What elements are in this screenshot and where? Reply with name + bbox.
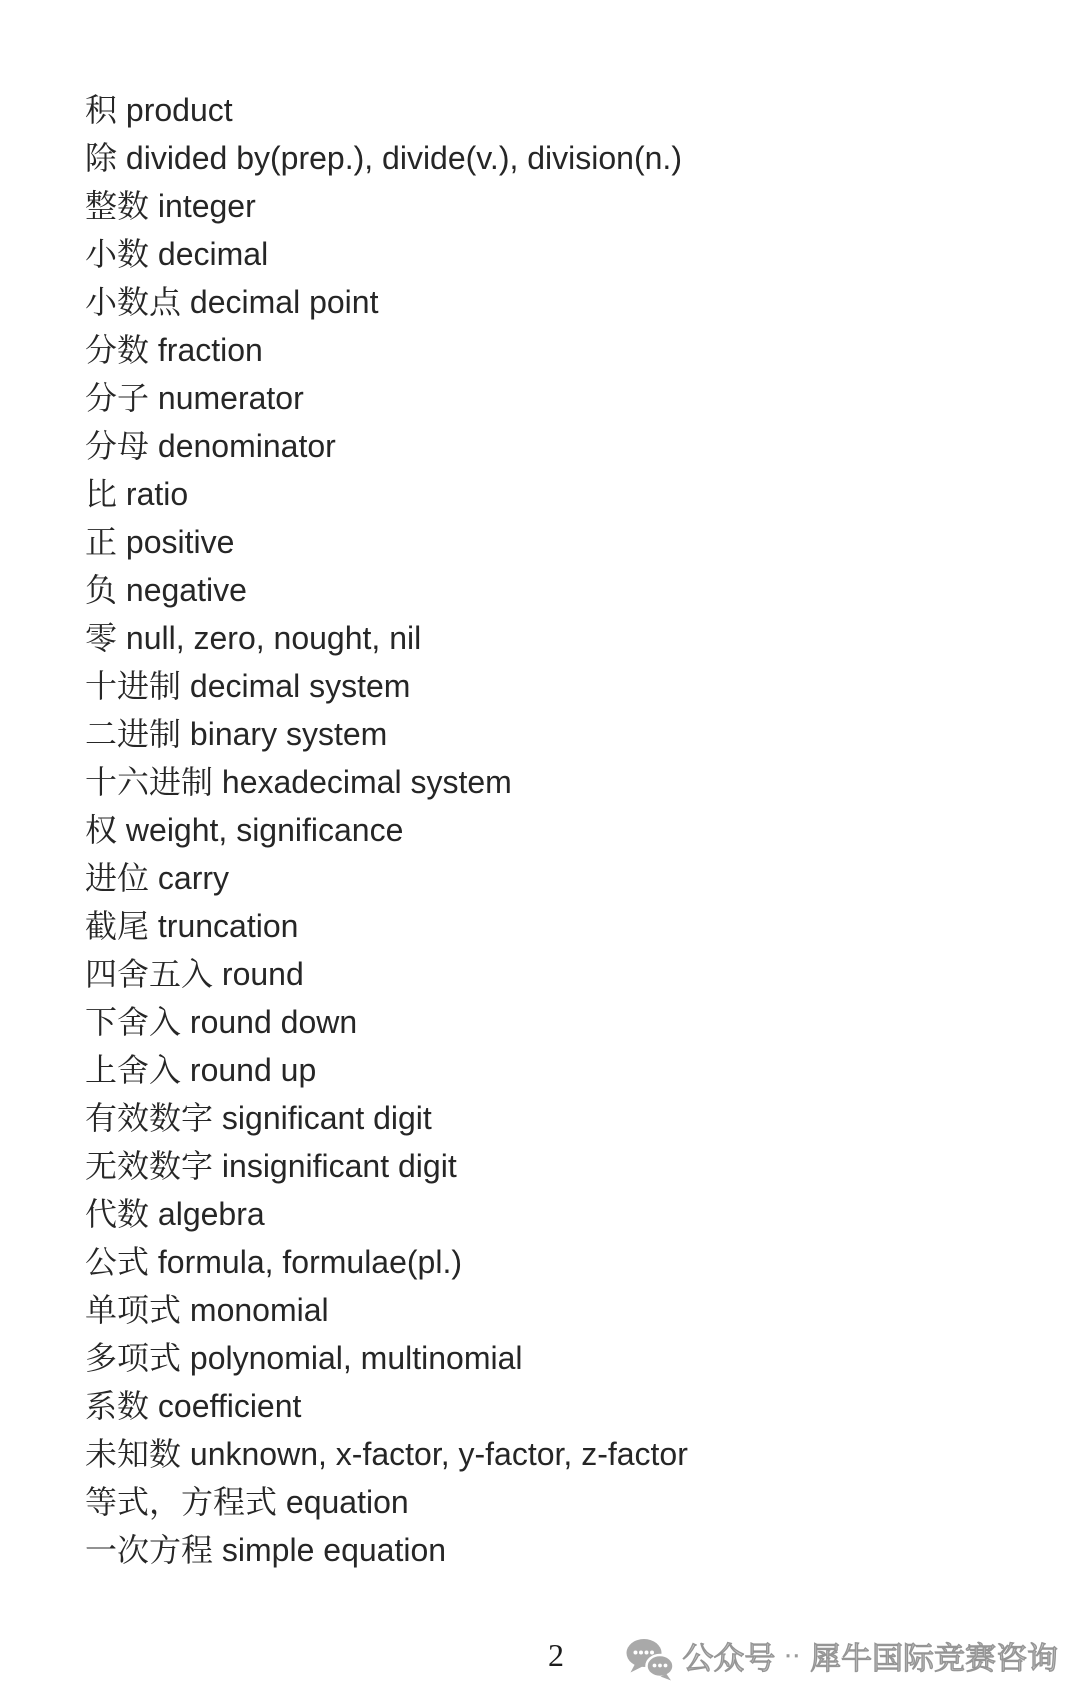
term-zh: 系数	[85, 1388, 150, 1424]
term-en: simple equation	[221, 1532, 447, 1568]
term-zh: 分母	[85, 428, 150, 464]
term-zh: 二进制	[85, 716, 182, 752]
term-zh: 十进制	[85, 668, 182, 704]
term-en: decimal	[157, 236, 269, 272]
term-zh: 零	[85, 620, 118, 656]
term-zh: 代数	[85, 1196, 150, 1232]
list-item	[85, 710, 688, 758]
term-en: decimal system	[189, 668, 411, 704]
list-item	[85, 1382, 688, 1430]
vocabulary-list	[85, 86, 688, 1574]
term-zh: 小数点	[85, 284, 182, 320]
list-item	[85, 758, 688, 806]
term-en: monomial	[189, 1292, 329, 1328]
term-zh: 比	[85, 476, 118, 512]
term-zh: 积	[85, 92, 118, 128]
term-en: carry	[157, 860, 230, 896]
term-en: binary system	[189, 716, 388, 752]
page-number: 2	[548, 1637, 564, 1673]
term-zh: 公式	[85, 1244, 150, 1280]
term-en: unknown, x-factor, y-factor, z-factor	[189, 1436, 688, 1472]
list-item	[85, 902, 688, 950]
list-item	[85, 854, 688, 902]
term-zh: 分子	[85, 380, 150, 416]
term-en: fraction	[157, 332, 263, 368]
term-en: coefficient	[157, 1388, 302, 1424]
term-en: decimal point	[189, 284, 379, 320]
list-item	[85, 950, 688, 998]
term-zh: 小数	[85, 236, 150, 272]
term-en: truncation	[157, 908, 299, 944]
term-zh: 有效数字	[85, 1100, 214, 1136]
list-item	[85, 1046, 688, 1094]
term-en: algebra	[157, 1196, 265, 1232]
list-item	[85, 518, 688, 566]
watermark-name: 犀牛国际竞赛咨询	[810, 1641, 1058, 1676]
term-en: equation	[285, 1484, 409, 1520]
term-en: integer	[157, 188, 256, 224]
list-item	[85, 1094, 688, 1142]
term-en: weight, significance	[125, 812, 404, 848]
term-zh: 十六进制	[85, 764, 214, 800]
list-item	[85, 1526, 688, 1574]
list-item	[85, 374, 688, 422]
term-en: divided by(prep.), divide(v.), division(n.)	[125, 140, 682, 176]
term-en: product	[125, 92, 233, 128]
term-zh: 进位	[85, 860, 150, 896]
list-item	[85, 1430, 688, 1478]
list-item	[85, 806, 688, 854]
list-item	[85, 134, 688, 182]
watermark-prefix: 公众号	[682, 1641, 776, 1676]
term-zh: 负	[85, 572, 118, 608]
list-item	[85, 614, 688, 662]
list-item	[85, 182, 688, 230]
list-item	[85, 998, 688, 1046]
watermark	[625, 1636, 1058, 1682]
term-en: polynomial, multinomial	[189, 1340, 523, 1376]
term-en: negative	[125, 572, 247, 608]
term-en: numerator	[157, 380, 304, 416]
term-zh: 除	[85, 140, 118, 176]
list-item	[85, 86, 688, 134]
list-item	[85, 1334, 688, 1382]
term-zh: 一次方程	[85, 1532, 214, 1568]
term-en: insignificant digit	[221, 1148, 457, 1184]
term-en: round down	[189, 1004, 358, 1040]
term-en: ratio	[125, 476, 189, 512]
list-item	[85, 1478, 688, 1526]
term-zh: 未知数	[85, 1436, 182, 1472]
list-item	[85, 1190, 688, 1238]
term-en: null, zero, nought, nil	[125, 620, 422, 656]
list-item	[85, 470, 688, 518]
term-zh: 无效数字	[85, 1148, 214, 1184]
term-zh: 单项式	[85, 1292, 182, 1328]
term-en: denominator	[157, 428, 336, 464]
term-en: formula, formulae(pl.)	[157, 1244, 462, 1280]
list-item	[85, 422, 688, 470]
list-item	[85, 278, 688, 326]
term-zh: 权	[85, 812, 118, 848]
term-zh: 上舍入	[85, 1052, 182, 1088]
list-item	[85, 662, 688, 710]
term-zh: 截尾	[85, 908, 150, 944]
term-en: hexadecimal system	[221, 764, 512, 800]
list-item	[85, 326, 688, 374]
term-en: round up	[189, 1052, 317, 1088]
list-item	[85, 1142, 688, 1190]
wechat-chat-bubbles-icon	[625, 1637, 675, 1681]
term-zh: 四舍五入	[85, 956, 214, 992]
term-zh: 分数	[85, 332, 150, 368]
term-en: round	[221, 956, 304, 992]
list-item	[85, 1286, 688, 1334]
watermark-separator: ··	[784, 1642, 801, 1667]
term-zh: 下舍入	[85, 1004, 182, 1040]
term-zh: 多项式	[85, 1340, 182, 1376]
term-en: significant digit	[221, 1100, 432, 1136]
term-en: positive	[125, 524, 235, 560]
list-item	[85, 566, 688, 614]
term-zh: 正	[85, 524, 118, 560]
list-item	[85, 1238, 688, 1286]
term-zh: 等式，方程式	[85, 1484, 278, 1520]
term-zh: 整数	[85, 188, 150, 224]
list-item	[85, 230, 688, 278]
